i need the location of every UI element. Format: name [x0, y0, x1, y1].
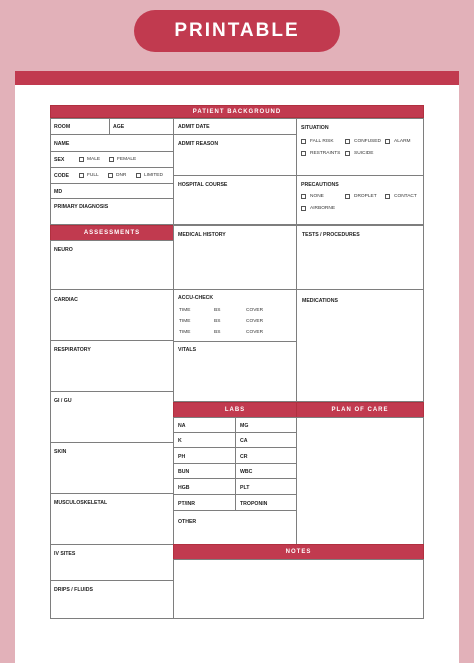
- dnr-option: DNR: [116, 173, 127, 178]
- lab-bun[interactable]: [173, 463, 236, 479]
- accu-bs-3: BS: [214, 330, 221, 335]
- assessments-header: ASSESSMENTS: [50, 225, 174, 241]
- cardiac-field[interactable]: [50, 289, 174, 341]
- code-label: CODE: [54, 173, 69, 179]
- lab-ca-label: CA: [240, 438, 248, 444]
- respiratory-field[interactable]: [50, 340, 174, 392]
- lab-mg-label: MG: [240, 423, 249, 429]
- lab-troponin[interactable]: [235, 494, 297, 511]
- lab-hgb-label: HGB: [178, 485, 190, 491]
- respiratory-label: RESPIRATORY: [54, 347, 91, 353]
- lab-k[interactable]: [173, 432, 236, 448]
- accu-time-3: TIME: [179, 330, 191, 335]
- sex-label: SEX: [54, 157, 65, 163]
- lab-troponin-label: TROPONIN: [240, 501, 268, 507]
- female-option: FEMALE: [117, 157, 137, 162]
- tests-procedures-field[interactable]: [296, 225, 424, 290]
- situation-field[interactable]: [296, 118, 424, 176]
- drips-fluids-label: DRIPS / FLUIDS: [54, 587, 93, 593]
- age-label: AGE: [113, 124, 125, 130]
- restraints-option: RESTRAINTS: [310, 151, 341, 156]
- lab-cr[interactable]: [235, 447, 297, 464]
- name-field[interactable]: [50, 134, 174, 152]
- md-label: MD: [54, 189, 63, 195]
- accu-time-2: TIME: [179, 319, 191, 324]
- accu-time-1: TIME: [179, 308, 191, 313]
- notes-field[interactable]: [173, 559, 424, 619]
- medical-history-label: MEDICAL HISTORY: [178, 232, 226, 238]
- lab-wbc-label: WBC: [240, 469, 253, 475]
- lab-ph-label: PH: [178, 454, 186, 460]
- accu-cover-3: COVER: [246, 330, 264, 335]
- droplet-option: DROPLET: [354, 194, 377, 199]
- name-label: NAME: [54, 141, 70, 147]
- lab-bun-label: BUN: [178, 469, 190, 475]
- full-option: FULL: [87, 173, 99, 178]
- medications-field[interactable]: [296, 289, 424, 402]
- nursing-report-sheet: [15, 85, 459, 663]
- gi-gu-label: GI / GU: [54, 398, 72, 404]
- medical-history-field[interactable]: [173, 225, 297, 290]
- skin-label: SKIN: [54, 449, 67, 455]
- alarm-option: ALARM: [394, 139, 411, 144]
- iv-sites-field[interactable]: [50, 544, 174, 581]
- iv-sites-label: IV SITES: [54, 551, 76, 557]
- fall-risk-option: FALL RISK: [310, 139, 334, 144]
- admit-reason-label: ADMIT REASON: [178, 141, 219, 147]
- accu-check-label: ACCU-CHECK: [178, 295, 214, 301]
- male-checkbox[interactable]: [79, 157, 84, 162]
- header-bar: [15, 71, 459, 85]
- hospital-course-field[interactable]: [173, 175, 297, 225]
- dnr-checkbox[interactable]: [108, 173, 113, 178]
- lab-other-label: OTHER: [178, 519, 197, 525]
- precautions-label: PRECAUTIONS: [301, 182, 339, 188]
- lab-ca[interactable]: [235, 432, 297, 448]
- female-checkbox[interactable]: [109, 157, 114, 162]
- confused-option: CONFUSED: [354, 139, 381, 144]
- none-checkbox[interactable]: [301, 194, 306, 199]
- sex-field[interactable]: [50, 151, 174, 168]
- fall-risk-checkbox[interactable]: [301, 139, 306, 144]
- drips-fluids-field[interactable]: [50, 580, 174, 619]
- full-checkbox[interactable]: [79, 173, 84, 178]
- droplet-checkbox[interactable]: [345, 194, 350, 199]
- accu-bs-2: BS: [214, 319, 221, 324]
- neuro-field[interactable]: [50, 240, 174, 290]
- accu-bs-1: BS: [214, 308, 221, 313]
- room-field[interactable]: [50, 118, 110, 135]
- lab-na-label: NA: [178, 423, 186, 429]
- plan-of-care-field[interactable]: [296, 417, 424, 545]
- vitals-label: VITALS: [178, 347, 197, 353]
- lab-ph[interactable]: [173, 447, 236, 464]
- confused-checkbox[interactable]: [345, 139, 350, 144]
- patient-background-header: PATIENT BACKGROUND: [50, 105, 424, 118]
- musculoskeletal-field[interactable]: [50, 493, 174, 545]
- lab-other[interactable]: [173, 510, 297, 545]
- printable-badge: PRINTABLE: [134, 10, 340, 52]
- cardiac-label: CARDIAC: [54, 297, 78, 303]
- notes-header: NOTES: [173, 544, 424, 560]
- code-field[interactable]: [50, 167, 174, 184]
- airborne-option: AIRBORNE: [310, 206, 336, 211]
- lab-na[interactable]: [173, 417, 236, 433]
- limited-option: LIMITED: [144, 173, 163, 178]
- labs-header: LABS: [173, 402, 297, 418]
- vitals-field[interactable]: [173, 341, 297, 402]
- accu-check-field[interactable]: [173, 289, 297, 342]
- lab-pt-inr[interactable]: [173, 494, 236, 511]
- tests-procedures-label: TESTS / PROCEDURES: [302, 232, 360, 238]
- contact-checkbox[interactable]: [385, 194, 390, 199]
- contact-option: CONTACT: [394, 194, 417, 199]
- lab-plt-label: PLT: [240, 485, 250, 491]
- primary-diagnosis-field[interactable]: [50, 198, 174, 225]
- lab-hgb[interactable]: [173, 478, 236, 495]
- room-label: ROOM: [54, 124, 71, 130]
- lab-k-label: K: [178, 438, 182, 444]
- none-option: NONE: [310, 194, 324, 199]
- alarm-checkbox[interactable]: [385, 139, 390, 144]
- neuro-label: NEURO: [54, 247, 73, 253]
- lab-wbc[interactable]: [235, 463, 297, 479]
- primary-diagnosis-label: PRIMARY DIAGNOSIS: [54, 204, 109, 210]
- suicide-checkbox[interactable]: [345, 151, 350, 156]
- airborne-checkbox[interactable]: [301, 206, 306, 211]
- situation-label: SITUATION: [301, 125, 329, 131]
- admit-date-label: ADMIT DATE: [178, 124, 210, 130]
- admit-date-field[interactable]: [173, 118, 297, 135]
- accu-cover-1: COVER: [246, 308, 264, 313]
- admit-reason-field[interactable]: [173, 134, 297, 176]
- lab-mg[interactable]: [235, 417, 297, 433]
- lab-plt[interactable]: [235, 478, 297, 495]
- medications-label: MEDICATIONS: [302, 298, 338, 304]
- suicide-option: SUICIDE: [354, 151, 374, 156]
- lab-cr-label: CR: [240, 454, 248, 460]
- hospital-course-label: HOSPITAL COURSE: [178, 182, 228, 188]
- plan-of-care-header: PLAN OF CARE: [296, 402, 424, 418]
- skin-field[interactable]: [50, 442, 174, 494]
- md-field[interactable]: [50, 183, 174, 199]
- male-option: MALE: [87, 157, 101, 162]
- precautions-field[interactable]: [296, 175, 424, 225]
- gi-gu-field[interactable]: [50, 391, 174, 443]
- accu-cover-2: COVER: [246, 319, 264, 324]
- age-field[interactable]: [109, 118, 174, 135]
- restraints-checkbox[interactable]: [301, 151, 306, 156]
- musculoskeletal-label: MUSCULOSKELETAL: [54, 500, 108, 506]
- lab-pt-inr-label: PT/INR: [178, 501, 196, 507]
- limited-checkbox[interactable]: [136, 173, 141, 178]
